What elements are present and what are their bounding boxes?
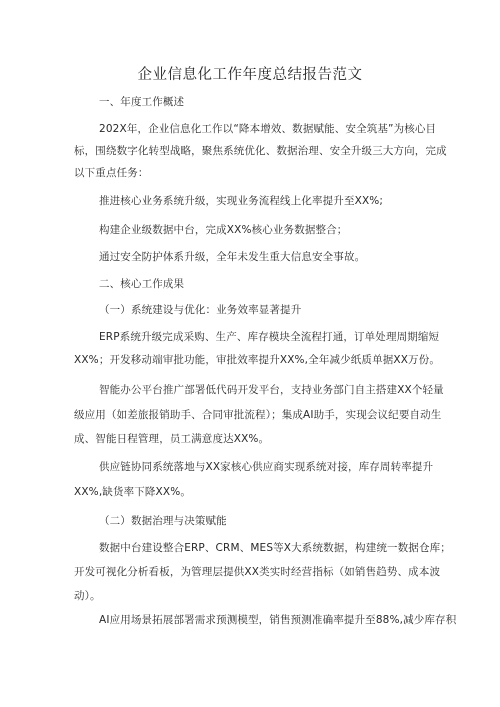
paragraph-line: XX%,缺货率下降XX%。 <box>74 486 192 498</box>
paragraph-line: ERP系统升级完成采购、生产、库存模块全流程打通，订单处理周期缩短 <box>99 331 440 343</box>
subsection-heading: （二）数据治理与决策赋能 <box>99 515 227 527</box>
paragraph-line: XX%；开发移动端审批功能，审批效率提升XX%,全年减少纸质单据XX万份。 <box>74 354 440 366</box>
paragraph-line: 成、智能日程管理，员工满意度达XX%。 <box>74 433 270 445</box>
paragraph-line: 通过安全防护体系升级，全年未发生重大信息安全事故。 <box>99 251 366 263</box>
paragraph-line: AI应用场景拓展部署需求预测模型，销售预测准确率提升至88%,减少库存积 <box>99 614 457 626</box>
subsection-heading: （一）系统建设与优化：业务效率显著提升 <box>99 304 302 316</box>
paragraph-line: 智能办公平台推广部署低代码开发平台，支持业务部门自主搭建XX个轻量 <box>99 384 444 396</box>
paragraph-line: 供应链协同系统落地与XX家核心供应商实现系统对接，库存周转率提升 <box>99 461 434 473</box>
document-title: 企业信息化工作年度总结报告范文 <box>137 67 363 83</box>
section-heading-results: 二、核心工作成果 <box>99 278 185 290</box>
paragraph-line: 动）。 <box>74 590 101 602</box>
paragraph-line: 级应用（如差旅报销助手、合同审批流程）；集成AI助手，实现会议纪要自动生 <box>74 409 442 421</box>
paragraph-line: 以下重点任务： <box>74 167 149 179</box>
paragraph-line: 构建企业级数据中台，完成XX%核心业务数据整合； <box>99 224 348 236</box>
paragraph-line: 数据中台建设整合ERP、CRM、MES等X大系统数据，构建统一数据仓库； <box>99 542 451 554</box>
paragraph-line: 推进核心业务系统升级，实现业务流程线上化率提升至XX%; <box>99 195 384 207</box>
section-heading-overview: 一、年度工作概述 <box>99 96 185 108</box>
paragraph-line: 开发可视化分析看板，为管理层提供XX类实时经营指标（如销售趋势、成本波 <box>74 566 441 578</box>
paragraph-line: 202X年，企业信息化工作以“降本增效、数据赋能、安全筑基”为核心目 <box>99 123 437 135</box>
paragraph-line: 标，围绕数字化转型战略，聚焦系统优化、数据治理、安全升级三大方向，完成 <box>74 145 447 157</box>
